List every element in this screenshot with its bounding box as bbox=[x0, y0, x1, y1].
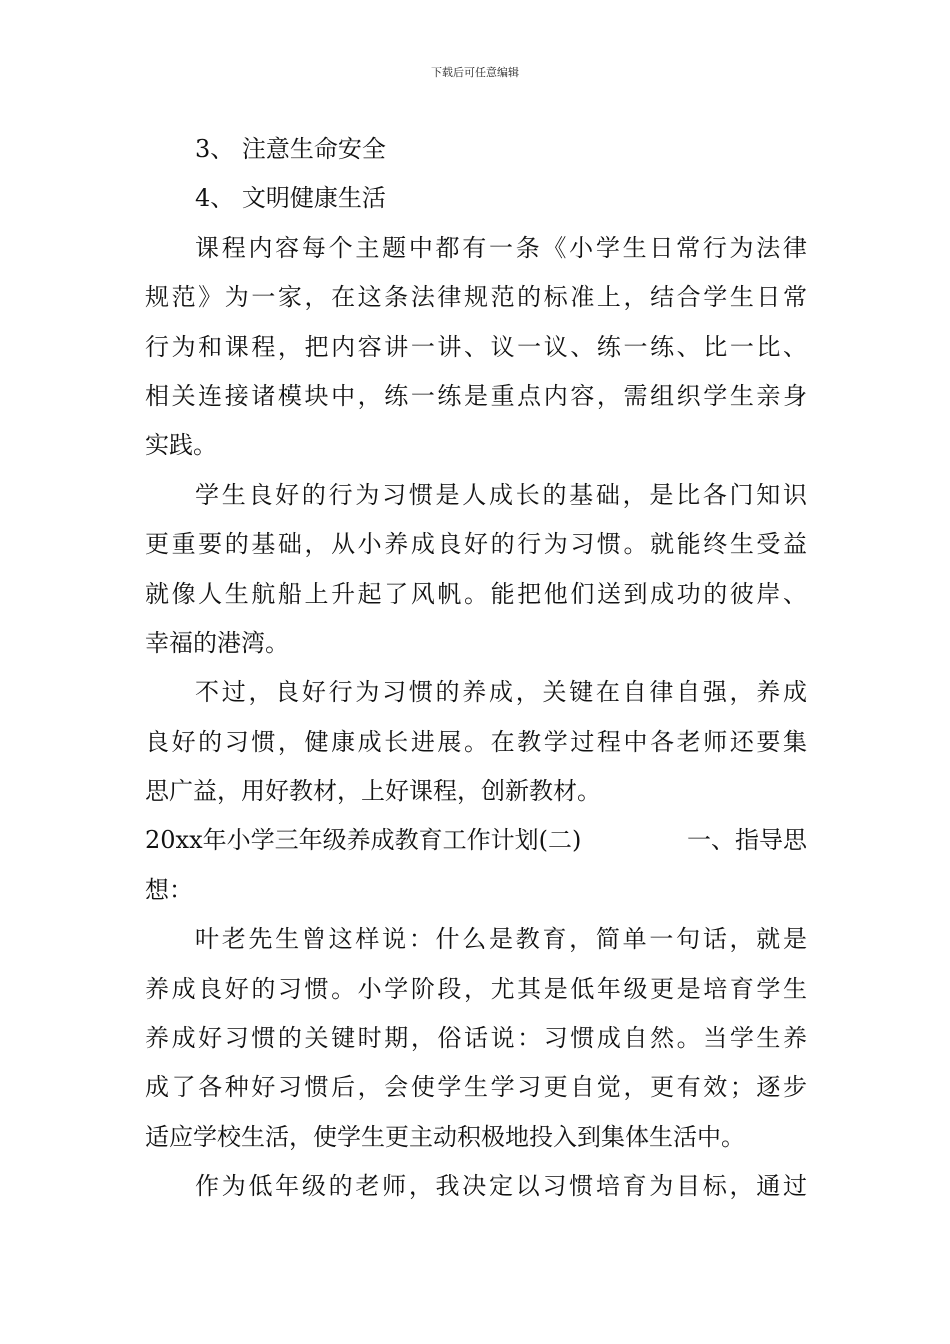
paragraph-line: 养成良好的习惯。小学阶段，尤其是低年级更是培育学生 bbox=[145, 974, 807, 1003]
paragraph-line: 作为低年级的老师，我决定以习惯培育为目标，通过 bbox=[195, 1172, 807, 1201]
list-item-3: 3、 注意生命安全 bbox=[195, 135, 386, 163]
document-body bbox=[145, 125, 807, 1212]
paragraph-line: 想： bbox=[145, 875, 193, 904]
paragraph-line: 成了各种好习惯后，会使学生学习更自觉，更有效；逐步 bbox=[145, 1073, 807, 1102]
paragraph-line: 实践。 bbox=[145, 431, 217, 460]
paragraph-line: 适应学校生活，使学生更主动积极地投入到集体生活中。 bbox=[145, 1122, 745, 1151]
paragraph-line: 更重要的基础，从小养成良好的行为习惯。就能终生受益 bbox=[145, 530, 807, 559]
paragraph-line: 养成好习惯的关键时期，俗话说：习惯成自然。当学生养 bbox=[145, 1024, 807, 1053]
paragraph-line: 思广益，用好教材，上好课程，创新教材。 bbox=[145, 777, 601, 806]
paragraph-line: 规范》为一家，在这条法律规范的标准上，结合学生日常 bbox=[145, 283, 807, 312]
section-heading-title: 20xx年小学三年级养成教育工作计划(二) bbox=[145, 826, 582, 855]
paragraph-line: 不过，良好行为习惯的养成，关键在自律自强，养成 bbox=[195, 678, 807, 707]
paragraph-line: 幸福的港湾。 bbox=[145, 628, 289, 657]
list-item-4: 4、 文明健康生活 bbox=[195, 184, 386, 213]
paragraph-line: 相关连接诸模块中，练一练是重点内容，需组织学生亲身 bbox=[145, 381, 807, 410]
page-header-note: 下载后可任意编辑 bbox=[431, 66, 519, 79]
paragraph-line: 行为和课程，把内容讲一讲、议一议、练一练、比一比、 bbox=[145, 332, 807, 361]
paragraph-line: 就像人生航船上升起了风帆。能把他们送到成功的彼岸、 bbox=[145, 579, 807, 608]
paragraph-line: 课程内容每个主题中都有一条《小学生日常行为法律 bbox=[195, 233, 807, 262]
paragraph-line: 良好的习惯，健康成长进展。在教学过程中各老师还要集 bbox=[145, 727, 807, 756]
section-heading-subtitle: 一、指导思 bbox=[687, 826, 807, 855]
paragraph-line: 叶老先生曾这样说：什么是教育，简单一句话，就是 bbox=[195, 925, 807, 954]
paragraph-line: 学生良好的行为习惯是人成长的基础，是比各门知识 bbox=[195, 480, 807, 509]
section-heading bbox=[145, 816, 807, 865]
